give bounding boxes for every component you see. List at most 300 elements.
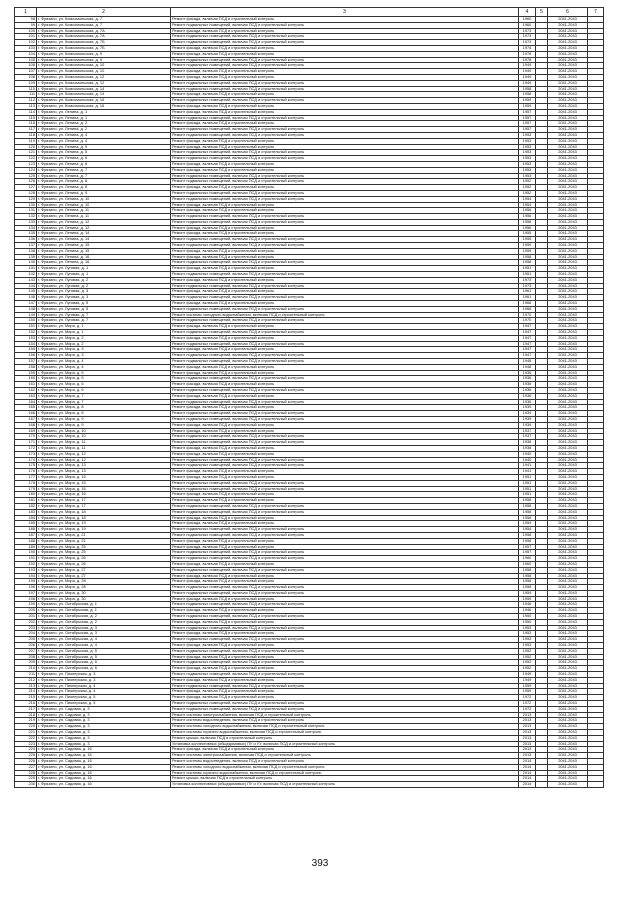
build-year-cell: 1949 xyxy=(519,63,536,69)
period-cell: 2041-2043 xyxy=(548,214,588,220)
address-cell: г. Фрязино, ул. Октябрьская, д. 4 xyxy=(37,637,171,643)
address-cell: г. Фрязино, ул. Октябрьская, д. 5 xyxy=(37,648,171,654)
period-cell: 2041-2043 xyxy=(548,341,588,347)
address-cell: г. Фрязино, ул. Октябрьская, д. 3 xyxy=(37,631,171,637)
row-number-cell: 227 xyxy=(15,764,37,770)
build-year-cell: 1952 xyxy=(519,648,536,654)
row-number-cell: 142 xyxy=(15,272,37,278)
period-cell: 2041-2043 xyxy=(548,445,588,451)
work-type-cell: Ремонт фасада, включая ПСД и строительный контроль xyxy=(171,393,519,399)
row-number-cell: 183 xyxy=(15,509,37,515)
address-cell: г. Фрязино, ул. Мира, д. 9 xyxy=(37,422,171,428)
build-year-cell: 1947 xyxy=(519,324,536,330)
build-year-cell: 1952 xyxy=(519,666,536,672)
address-cell: г. Фрязино, ул. Мира, д. 19 xyxy=(37,521,171,527)
row-number-cell: 157 xyxy=(15,359,37,365)
period-cell: 2041-2043 xyxy=(548,318,588,324)
address-cell: г. Фрязино, ул. Садовая, д. 16 xyxy=(37,747,171,753)
row-number-cell: 175 xyxy=(15,463,37,469)
work-type-cell: Ремонт подвальных помещений, включая ПСД и строительный контроль xyxy=(171,330,519,336)
period-cell: 2041-2043 xyxy=(548,689,588,695)
build-year-cell: 2014 xyxy=(519,776,536,782)
address-cell: г. Фрязино, ул. Ленина, д. 16 xyxy=(37,254,171,260)
work-type-cell: Ремонт фасада, включая ПСД и строительный контроль xyxy=(171,144,519,150)
work-type-cell: Ремонт фасада, включая ПСД и строительный контроль xyxy=(171,167,519,173)
build-year-cell: 2013 xyxy=(519,747,536,753)
work-type-cell: Ремонт подвальных помещений, включая ПСД и строительный контроль xyxy=(171,132,519,138)
row-number-cell: 159 xyxy=(15,370,37,376)
period-cell: 2041-2043 xyxy=(548,248,588,254)
address-cell: г. Фрязино, ул. Ленина, д. 5 xyxy=(37,150,171,156)
address-cell: г. Фрязино, ул. Садовая, д. 3 xyxy=(37,741,171,747)
address-cell: г. Фрязино, ул. Комсомольская, д. 10 xyxy=(37,69,171,75)
row-number-cell: 115 xyxy=(15,115,37,121)
work-type-cell: Ремонт подвальных помещений, включая ПСД и строительный контроль xyxy=(171,434,519,440)
row-number-cell: 123 xyxy=(15,161,37,167)
period-cell: 2041-2043 xyxy=(548,434,588,440)
row-number-cell: 144 xyxy=(15,283,37,289)
build-year-cell: 1959 xyxy=(519,590,536,596)
build-year-cell: 1953 xyxy=(519,637,536,643)
build-year-cell: 1959 xyxy=(519,683,536,689)
row-number-cell: 107 xyxy=(15,69,37,75)
work-type-cell: Ремонт фасада, включая ПСД и строительный контроль xyxy=(171,109,519,115)
period-cell: 2041-2043 xyxy=(548,405,588,411)
period-cell: 2041-2043 xyxy=(548,637,588,643)
build-year-cell: 1953 xyxy=(519,138,536,144)
period-cell: 2041-2043 xyxy=(548,225,588,231)
address-cell: г. Фрязино, ул. Мира, д. 5 xyxy=(37,376,171,382)
work-type-cell: Ремонт фасада, включая ПСД и строительный контроль xyxy=(171,474,519,480)
row-number-cell: 161 xyxy=(15,382,37,388)
build-year-cell: 1958 xyxy=(519,254,536,260)
build-year-cell: 1947 xyxy=(519,353,536,359)
address-cell: г. Фрязино, ул. Мира, д. 10 xyxy=(37,434,171,440)
period-cell: 2041-2043 xyxy=(548,422,588,428)
build-year-cell: 1947 xyxy=(519,341,536,347)
period-cell: 2041-2043 xyxy=(548,463,588,469)
address-cell: г. Фрязино, ул. Мира, д. 11 xyxy=(37,440,171,446)
table-row xyxy=(15,782,604,788)
work-type-cell: Ремонт фасада, включая ПСД и строительный контроль xyxy=(171,17,519,23)
period-cell: 2041-2043 xyxy=(548,608,588,614)
address-cell: г. Фрязино, ул. Ленина, д. 1 xyxy=(37,109,171,115)
build-year-cell: 1957 xyxy=(519,121,536,127)
col-5-cell xyxy=(536,782,548,788)
build-year-cell: 1937 xyxy=(519,428,536,434)
build-year-cell: 1973 xyxy=(519,34,536,40)
work-type-cell: Ремонт подвальных помещений, включая ПСД и строительный контроль xyxy=(171,40,519,46)
build-year-cell: 1978 xyxy=(519,51,536,57)
work-type-cell: Ремонт фасада, включая ПСД и строительный контроль xyxy=(171,654,519,660)
row-number-cell: 169 xyxy=(15,428,37,434)
work-type-cell: Ремонт подвальных помещений, включая ПСД и строительный контроль xyxy=(171,503,519,509)
period-cell: 2041-2043 xyxy=(548,585,588,591)
address-cell: г. Фрязино, ул. Октябрьская, д. 3 xyxy=(37,625,171,631)
work-type-cell: Ремонт фасада, включая ПСД и строительный контроль xyxy=(171,405,519,411)
work-type-cell: Ремонт фасада, включая ПСД и строительный контроль xyxy=(171,335,519,341)
build-year-cell: 1953 xyxy=(519,132,536,138)
row-number-cell: 98 xyxy=(15,17,37,23)
work-type-cell: Ремонт фасада, включая ПСД и строительный контроль xyxy=(171,573,519,579)
row-number-cell: 200 xyxy=(15,608,37,614)
row-number-cell: 204 xyxy=(15,631,37,637)
header-cell-6: 6 xyxy=(548,8,588,17)
work-type-cell: Ремонт системы водоотведения, включая ПСД и строительный контроль xyxy=(171,718,519,724)
period-cell: 2041-2043 xyxy=(548,509,588,515)
build-year-cell: 1968 xyxy=(519,306,536,312)
address-cell: г. Фрязино, ул. Мира, д. 17 xyxy=(37,503,171,509)
row-number-cell: 114 xyxy=(15,109,37,115)
build-year-cell: 2014 xyxy=(519,770,536,776)
address-cell: г. Фрязино, ул. Мира, д. 8 xyxy=(37,405,171,411)
period-cell: 2041-2043 xyxy=(548,237,588,243)
address-cell: г. Фрязино, ул. Ленина, д. 14 xyxy=(37,231,171,237)
row-number-cell: 176 xyxy=(15,469,37,475)
period-cell: 2041-2043 xyxy=(548,51,588,57)
row-number-cell: 170 xyxy=(15,434,37,440)
period-cell: 2041-2043 xyxy=(548,231,588,237)
build-year-cell: 1952 xyxy=(519,185,536,191)
address-cell: г. Фрязино, ул. Мира, д. 19 xyxy=(37,527,171,533)
work-type-cell: Ремонт фасада, включая ПСД и строительный контроль xyxy=(171,266,519,272)
build-year-cell: 1946 xyxy=(519,608,536,614)
work-type-cell: Ремонт подвальных помещений, включая ПСД и строительный контроль xyxy=(171,376,519,382)
work-type-cell: Ремонт фасада, включая ПСД и строительный контроль xyxy=(171,301,519,307)
row-number-cell: 211 xyxy=(15,672,37,678)
period-cell: 2041-2043 xyxy=(548,359,588,365)
period-cell: 2041-2043 xyxy=(548,428,588,434)
period-cell: 2041-2043 xyxy=(548,672,588,678)
period-cell: 2041-2043 xyxy=(548,753,588,759)
period-cell: 2041-2043 xyxy=(548,619,588,625)
row-number-cell: 158 xyxy=(15,364,37,370)
build-year-cell: 1954 xyxy=(519,202,536,208)
build-year-cell: 1960 xyxy=(519,22,536,28)
period-cell: 2041-2043 xyxy=(548,480,588,486)
period-cell: 2041-2043 xyxy=(548,127,588,133)
address-cell: г. Фрязино, ул. Мира, д. 4 xyxy=(37,359,171,365)
period-cell: 2041-2043 xyxy=(548,602,588,608)
work-type-cell: Ремонт фасада, включая ПСД и строительный контроль xyxy=(171,747,519,753)
address-cell: г. Фрязино, ул. Садовая, д. 16 xyxy=(37,764,171,770)
row-number-cell: 103 xyxy=(15,45,37,51)
period-cell: 2041-2043 xyxy=(548,648,588,654)
address-cell: г. Фрязино, ул. Мира, д. 10 xyxy=(37,428,171,434)
build-year-cell: 1959 xyxy=(519,103,536,109)
address-cell: г. Фрязино, ул. Мира, д. 3 xyxy=(37,353,171,359)
address-cell: г. Фрязино, ул. Ленина, д. 10 xyxy=(37,196,171,202)
work-type-cell: Ремонт подвальных помещений, включая ПСД и строительный контроль xyxy=(171,86,519,92)
build-year-cell: 1960 xyxy=(519,17,536,23)
period-cell: 2041-2043 xyxy=(548,712,588,718)
build-year-cell: 1959 xyxy=(519,248,536,254)
build-year-cell: 1949 xyxy=(519,677,536,683)
period-cell: 2041-2043 xyxy=(548,596,588,602)
row-number-cell: 150 xyxy=(15,318,37,324)
row-number-cell: 109 xyxy=(15,80,37,86)
period-cell: 2041-2043 xyxy=(548,28,588,34)
period-cell: 2041-2043 xyxy=(548,22,588,28)
work-type-cell: Ремонт подвальных помещений, включая ПСД и строительный контроль xyxy=(171,625,519,631)
address-cell: г. Фрязино, ул. Ленина, д. 15 xyxy=(37,248,171,254)
address-cell: г. Фрязино, ул. Мира, д. 9 xyxy=(37,416,171,422)
address-cell: г. Фрязино, ул. Мира, д. 5 xyxy=(37,370,171,376)
work-type-cell: Ремонт подвальных помещений, включая ПСД и строительный контроль xyxy=(171,463,519,469)
work-type-cell: Ремонт подвальных помещений, включая ПСД и строительный контроль xyxy=(171,306,519,312)
row-number-cell: 139 xyxy=(15,254,37,260)
build-year-cell: 1954 xyxy=(519,196,536,202)
row-number-cell: 214 xyxy=(15,689,37,695)
address-cell: г. Фрязино, ул. Комсомольская, д. 14 xyxy=(37,92,171,98)
address-cell: г. Фрязино, ул. Мира, д. 13 xyxy=(37,463,171,469)
row-number-cell: 156 xyxy=(15,353,37,359)
work-type-cell: Ремонт фасада, включая ПСД и строительный контроль xyxy=(171,631,519,637)
period-cell: 2041-2043 xyxy=(548,109,588,115)
address-cell: г. Фрязино, ул. Ленина, д. 15 xyxy=(37,243,171,249)
work-type-cell: Ремонт подвальных помещений, включая ПСД и строительный контроль xyxy=(171,509,519,515)
work-type-cell: Ремонт подвальных помещений, включая ПСД и строительный контроль xyxy=(171,63,519,69)
address-cell: г. Фрязино, ул. Садовая, д. 3 xyxy=(37,718,171,724)
work-type-cell: Ремонт фасада, включая ПСД и строительный контроль xyxy=(171,382,519,388)
row-number-cell: 215 xyxy=(15,695,37,701)
build-year-cell: 1948 xyxy=(519,364,536,370)
row-number-cell: 184 xyxy=(15,515,37,521)
row-number-cell: 111 xyxy=(15,92,37,98)
address-cell: г. Фрязино, ул. Ленина, д. 16 xyxy=(37,260,171,266)
build-year-cell: 1953 xyxy=(519,156,536,162)
build-year-cell: 1961 xyxy=(519,289,536,295)
address-cell: г. Фрязино, ул. Ленина, д. 1 xyxy=(37,115,171,121)
row-number-cell: 134 xyxy=(15,225,37,231)
period-cell: 2041-2043 xyxy=(548,63,588,69)
period-cell: 2041-2043 xyxy=(548,17,588,23)
period-cell: 2041-2043 xyxy=(548,324,588,330)
period-cell: 2041-2043 xyxy=(548,701,588,707)
period-cell: 2041-2043 xyxy=(548,527,588,533)
work-type-cell: Ремонт подвальных помещений, включая ПСД и строительный контроль xyxy=(171,341,519,347)
address-cell: г. Фрязино, ул. Комсомольская, д. 16 xyxy=(37,98,171,104)
work-type-cell: Ремонт системы электроснабжения, включая ПСД и строительный контроль xyxy=(171,753,519,759)
address-cell: г. Фрязино, ул. Садовая, д. 16 xyxy=(37,759,171,765)
row-number-cell: 174 xyxy=(15,457,37,463)
build-year-cell: 1958 xyxy=(519,515,536,521)
work-type-cell: Ремонт фасада, включая ПСД и строительный контроль xyxy=(171,544,519,550)
build-year-cell: 1973 xyxy=(519,28,536,34)
build-year-cell: 1954 xyxy=(519,521,536,527)
work-type-cell: Ремонт подвальных помещений, включая ПСД и строительный контроль xyxy=(171,318,519,324)
address-cell: г. Фрязино, ул. Ленина, д. 7 xyxy=(37,167,171,173)
address-cell: г. Фрязино, ул. Октябрьская, д. 2 xyxy=(37,619,171,625)
build-year-cell: 1958 xyxy=(519,573,536,579)
build-year-cell: 1957 xyxy=(519,109,536,115)
build-year-cell: 1958 xyxy=(519,567,536,573)
row-number-cell: 203 xyxy=(15,625,37,631)
row-number-cell: 202 xyxy=(15,619,37,625)
work-type-cell: Ремонт подвальных помещений, включая ПСД и строительный контроль xyxy=(171,602,519,608)
build-year-cell: 2013 xyxy=(519,712,536,718)
address-cell: г. Фрязино, ул. Ленина, д. 11 xyxy=(37,208,171,214)
row-number-cell: 122 xyxy=(15,156,37,162)
address-cell: г. Фрязино, ул. Октябрьская, д. 2 xyxy=(37,614,171,620)
build-year-cell: 1952 xyxy=(519,660,536,666)
work-type-cell: Ремонт подвальных помещений, включая ПСД и строительный контроль xyxy=(171,550,519,556)
work-type-cell: Ремонт подвальных помещений, включая ПСД и строительный контроль xyxy=(171,359,519,365)
col-7-cell xyxy=(588,782,604,788)
address-cell: г. Фрязино, ул. Мира, д. 16 xyxy=(37,486,171,492)
header-row xyxy=(15,8,604,17)
period-cell: 2041-2043 xyxy=(548,660,588,666)
work-type-cell: Ремонт подвальных помещений, включая ПСД и строительный контроль xyxy=(171,660,519,666)
period-cell: 2041-2043 xyxy=(548,115,588,121)
period-cell: 2041-2043 xyxy=(548,301,588,307)
address-cell: г. Фрязино, ул. Мира, д. 21 xyxy=(37,538,171,544)
work-type-cell: Ремонт системы холодного водоснабжения, включая ПСД и строительный контроль xyxy=(171,724,519,730)
build-year-cell: 1970 xyxy=(519,312,536,318)
row-number-cell: 108 xyxy=(15,74,37,80)
row-number-cell: 226 xyxy=(15,759,37,765)
row-number-cell: 192 xyxy=(15,561,37,567)
period-cell: 2041-2043 xyxy=(548,80,588,86)
period-cell: 2041-2043 xyxy=(548,347,588,353)
build-year-cell: 1958 xyxy=(519,92,536,98)
address-cell: г. Фрязино, ул. Ленина, д. 4 xyxy=(37,132,171,138)
address-cell: г. Фрязино, ул. Пионерская, д. 4 xyxy=(37,689,171,695)
work-type-cell: Ремонт фасада, включая ПСД и строительный контроль xyxy=(171,202,519,208)
work-type-cell: Ремонт системы холодного водоснабжения, включая ПСД и строительный контроль xyxy=(171,312,519,318)
row-number-cell: 110 xyxy=(15,86,37,92)
work-type-cell: Ремонт фасада, включая ПСД и строительный контроль xyxy=(171,248,519,254)
period-cell: 2041-2043 xyxy=(548,382,588,388)
period-cell: 2041-2043 xyxy=(548,376,588,382)
row-number-cell: 145 xyxy=(15,289,37,295)
address-cell: г. Фрязино, ул. Мира, д. 25 xyxy=(37,544,171,550)
build-year-cell: 2014 xyxy=(519,759,536,765)
build-year-cell: 2013 xyxy=(519,718,536,724)
build-year-cell: 1958 xyxy=(519,538,536,544)
period-cell: 2041-2043 xyxy=(548,735,588,741)
address-cell: г. Фрязино, ул. Садовая, д. 3 xyxy=(37,712,171,718)
address-cell: г. Фрязино, ул. Мира, д. 3 xyxy=(37,347,171,353)
work-type-cell: Ремонт фасада, включая ПСД и строительный контроль xyxy=(171,370,519,376)
period-cell: 2041-2043 xyxy=(548,764,588,770)
work-type-cell: Ремонт подвальных помещений, включая ПСД и строительный контроль xyxy=(171,683,519,689)
build-year-cell: 1960 xyxy=(519,556,536,562)
work-type-cell: Ремонт фасада, включая ПСД и строительный контроль xyxy=(171,103,519,109)
address-cell: г. Фрязино, ул. Мира, д. 17 xyxy=(37,498,171,504)
build-year-cell: 1959 xyxy=(519,243,536,249)
build-year-cell: 2013 xyxy=(519,753,536,759)
header-cell-1: 1 xyxy=(15,8,37,17)
period-cell: 2041-2043 xyxy=(548,219,588,225)
address-cell: г. Фрязино, ул. Мира, д. 26 xyxy=(37,561,171,567)
row-number-cell: 198 xyxy=(15,596,37,602)
period-cell: 2041-2043 xyxy=(548,370,588,376)
work-type-cell: Ремонт подвальных помещений, включая ПСД и строительный контроль xyxy=(171,399,519,405)
address-cell: г. Фрязино, ул. Садовая, д. 3 xyxy=(37,724,171,730)
period-cell: 2041-2043 xyxy=(548,469,588,475)
row-number-cell: 113 xyxy=(15,103,37,109)
build-year-cell: 1952 xyxy=(519,179,536,185)
address-cell: г. Фрязино, ул. Луговая, д. 5 xyxy=(37,301,171,307)
build-year-cell: 1955 xyxy=(519,237,536,243)
row-number-cell: 213 xyxy=(15,683,37,689)
period-cell: 2041-2043 xyxy=(548,69,588,75)
address-cell: г. Фрязино, ул. Мира, д. 27 xyxy=(37,573,171,579)
work-type-cell: Ремонт фасада, включая ПСД и строительный контроль xyxy=(171,208,519,214)
work-type-cell: Ремонт подвальных помещений, включая ПСД и строительный контроль xyxy=(171,480,519,486)
address-cell: г. Фрязино, ул. Садовая, д. 16 xyxy=(37,770,171,776)
work-type-cell: Ремонт фасада, включая ПСД и строительный контроль xyxy=(171,498,519,504)
row-number-cell: 187 xyxy=(15,532,37,538)
work-type-cell: Ремонт подвальных помещений, включая ПСД и строительный контроль xyxy=(171,637,519,643)
build-year-cell: 1968 xyxy=(519,301,536,307)
work-type-cell: Ремонт фасада, включая ПСД и строительный контроль xyxy=(171,45,519,51)
build-year-cell: 1946 xyxy=(519,602,536,608)
work-type-cell: Ремонт системы электроснабжения, включая ПСД и строительный контроль xyxy=(171,712,519,718)
work-type-cell: Ремонт подвальных помещений, включая ПСД и строительный контроль xyxy=(171,80,519,86)
row-number-cell: 165 xyxy=(15,405,37,411)
period-cell: 2041-2043 xyxy=(548,138,588,144)
work-type-cell: Ремонт фасада, включая ПСД и строительный контроль xyxy=(171,225,519,231)
period-cell: 2041-2043 xyxy=(548,121,588,127)
work-type-cell: Ремонт подвальных помещений, включая ПСД и строительный контроль xyxy=(171,156,519,162)
period-cell: 2041-2043 xyxy=(548,388,588,394)
period-cell: 2041-2043 xyxy=(548,776,588,782)
build-year-cell: 1951 xyxy=(519,492,536,498)
row-number-cell: 162 xyxy=(15,388,37,394)
row-number-cell: 152 xyxy=(15,330,37,336)
address-cell: г. Фрязино, ул. Комсомольская, д. 12 xyxy=(37,74,171,80)
address-cell: г. Фрязино, ул. Луговая, д. 1 xyxy=(37,272,171,278)
address-cell: г. Фрязино, ул. Октябрьская, д. 1 xyxy=(37,602,171,608)
row-number-cell: 201 xyxy=(15,614,37,620)
row-number-cell: 196 xyxy=(15,585,37,591)
row-number-cell: 222 xyxy=(15,735,37,741)
build-year-cell: 1939 xyxy=(519,422,536,428)
work-type-cell: Ремонт фасада, включая ПСД и строительный контроль xyxy=(171,596,519,602)
address-cell: г. Фрязино, ул. Ленина, д. 2 xyxy=(37,121,171,127)
header-cell-2: 2 xyxy=(37,8,171,17)
address-cell: г. Фрязино, ул. Ленина, д. 6 xyxy=(37,156,171,162)
period-cell: 2041-2043 xyxy=(548,503,588,509)
build-year-cell: 1958 xyxy=(519,503,536,509)
period-cell: 2041-2043 xyxy=(548,167,588,173)
work-type-cell: Ремонт фасада, включая ПСД и строительный контроль xyxy=(171,289,519,295)
address-cell: г. Фрязино, ул. Пионерская, д. 5 xyxy=(37,701,171,707)
period-cell: 2041-2043 xyxy=(548,150,588,156)
period-cell: 2041-2043 xyxy=(548,579,588,585)
period-cell: 2041-2043 xyxy=(548,173,588,179)
address-cell: г. Фрязино, ул. Мира, д. 12 xyxy=(37,457,171,463)
build-year-cell: 1958 xyxy=(519,498,536,504)
work-type-cell: Ремонт фасада, включая ПСД и строительный контроль xyxy=(171,92,519,98)
period-cell: 2041-2043 xyxy=(548,289,588,295)
period-cell: 2041-2043 xyxy=(548,103,588,109)
work-type-cell: Ремонт подвальных помещений, включая ПСД и строительный контроль xyxy=(171,486,519,492)
period-cell: 2041-2043 xyxy=(548,782,588,788)
row-number-cell: 149 xyxy=(15,312,37,318)
period-cell: 2041-2043 xyxy=(548,86,588,92)
row-number-cell: 219 xyxy=(15,718,37,724)
build-year-cell: 1957 xyxy=(519,115,536,121)
build-year-cell: 1947 xyxy=(519,330,536,336)
build-year-cell: 1937 xyxy=(519,434,536,440)
build-year-cell: 1953 xyxy=(519,161,536,167)
address-cell: г. Фрязино, ул. Октябрьская, д. 6 xyxy=(37,666,171,672)
row-number-cell: 208 xyxy=(15,654,37,660)
row-number-cell: 100 xyxy=(15,28,37,34)
